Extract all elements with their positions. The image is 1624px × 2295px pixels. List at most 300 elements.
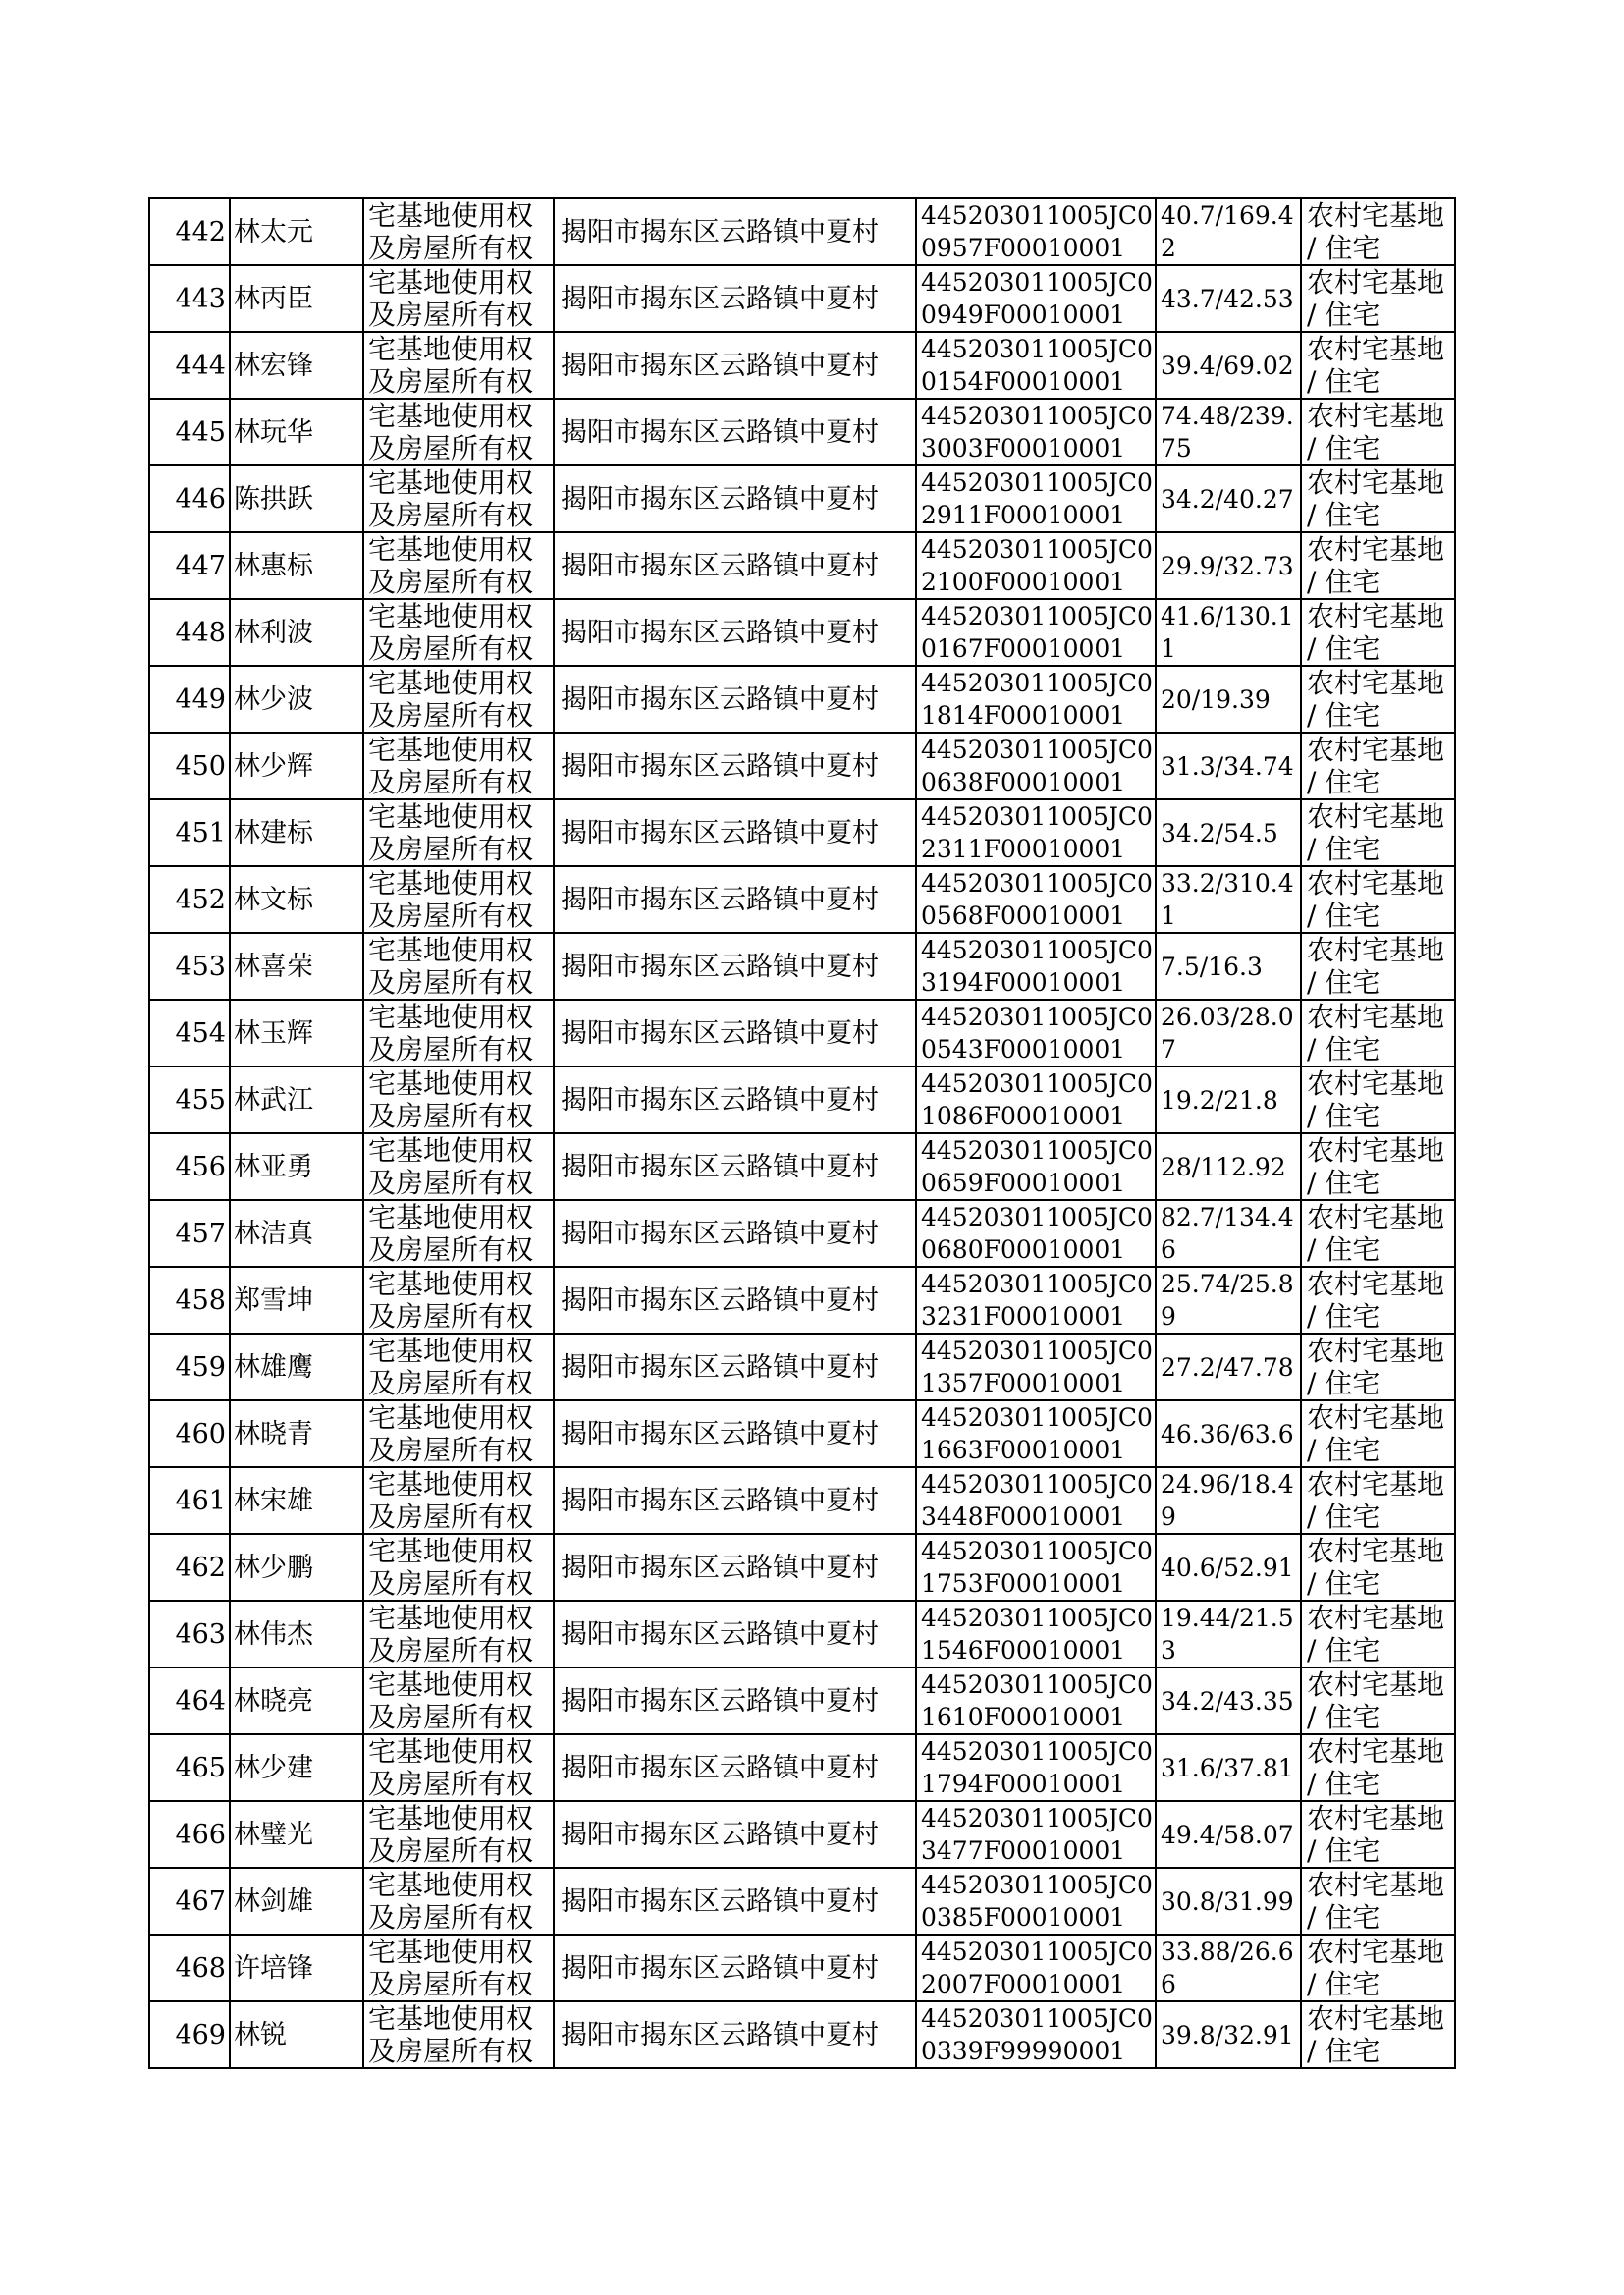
holder-name-text: 林太元 <box>234 216 313 247</box>
location-cell <box>554 1133 916 1200</box>
area-cell <box>1156 866 1301 933</box>
holder-name-text: 林宏锋 <box>234 350 313 381</box>
location-text: 揭阳市揭东区云路镇中夏村 <box>561 884 879 915</box>
location-cell <box>554 1534 916 1601</box>
area-cell <box>1156 599 1301 666</box>
land-use-text: 农村宅基地 / 住宅 <box>1307 867 1445 932</box>
location-text: 揭阳市揭东区云路镇中夏村 <box>561 617 879 648</box>
area-cell <box>1156 1601 1301 1667</box>
row-number-text: 452 <box>175 884 226 915</box>
land-use-text: 农村宅基地 / 住宅 <box>1307 333 1445 398</box>
holder-name-text: 陈拱跃 <box>234 483 313 515</box>
unit-code-text: 445203011005JC02100F00010001 <box>921 535 1153 596</box>
area-text: 39.8/32.91 <box>1161 2020 1294 2049</box>
row-number-cell <box>149 1734 230 1801</box>
location-text: 揭阳市揭东区云路镇中夏村 <box>561 1084 879 1116</box>
unit-code-cell <box>916 733 1156 799</box>
unit-code-text: 445203011005JC01546F00010001 <box>921 1604 1153 1665</box>
land-use-cell <box>1301 465 1455 532</box>
right-type-cell <box>363 465 554 532</box>
right-type-cell <box>363 1935 554 2001</box>
area-text: 19.44/21.53 <box>1161 1604 1294 1665</box>
right-type-text: 宅基地使用权及房屋所有权 <box>368 867 534 932</box>
holder-name-text: 林少建 <box>234 1752 313 1783</box>
land-use-cell <box>1301 2001 1455 2068</box>
unit-code-cell <box>916 933 1156 1000</box>
land-use-text: 农村宅基地 / 住宅 <box>1307 934 1445 999</box>
area-cell <box>1156 1133 1301 1200</box>
location-text: 揭阳市揭东区云路镇中夏村 <box>561 951 879 982</box>
unit-code-cell <box>916 799 1156 866</box>
land-use-cell <box>1301 399 1455 465</box>
holder-name-text: 林璧光 <box>234 1819 313 1850</box>
area-text: 34.2/43.35 <box>1161 1686 1294 1716</box>
row-number-cell <box>149 1000 230 1066</box>
area-cell <box>1156 1267 1301 1334</box>
land-use-text: 农村宅基地 / 住宅 <box>1307 1335 1445 1399</box>
location-cell <box>554 1801 916 1868</box>
right-type-cell <box>363 933 554 1000</box>
holder-name-text: 郑雪坤 <box>234 1284 313 1316</box>
table-body <box>149 198 1455 2068</box>
holder-name-text: 林惠标 <box>234 550 313 581</box>
unit-code-text: 445203011005JC02007F00010001 <box>921 1938 1153 1998</box>
unit-code-cell <box>916 1734 1156 1801</box>
row-number-cell <box>149 1467 230 1534</box>
land-use-text: 农村宅基地 / 住宅 <box>1307 266 1445 331</box>
unit-code-text: 445203011005JC00339F99990001 <box>921 2004 1153 2065</box>
right-type-cell <box>363 666 554 733</box>
location-cell <box>554 332 916 399</box>
unit-code-cell <box>916 1133 1156 1200</box>
land-use-cell <box>1301 332 1455 399</box>
unit-code-cell <box>916 332 1156 399</box>
unit-code-cell <box>916 1066 1156 1133</box>
unit-code-cell <box>916 1534 1156 1601</box>
holder-name-text: 林洁真 <box>234 1218 313 1249</box>
holder-name-text: 林少波 <box>234 683 313 715</box>
unit-code-cell <box>916 198 1156 265</box>
location-cell <box>554 1334 916 1400</box>
unit-code-text: 445203011005JC03477F00010001 <box>921 1804 1153 1865</box>
location-cell <box>554 1200 916 1267</box>
holder-name-text: 许培锋 <box>234 1952 313 1984</box>
unit-code-text: 445203011005JC01357F00010001 <box>921 1337 1153 1397</box>
right-type-text: 宅基地使用权及房屋所有权 <box>368 800 534 865</box>
holder-name-cell <box>230 1534 363 1601</box>
row-number-text: 456 <box>175 1151 226 1182</box>
holder-name-cell <box>230 1467 363 1534</box>
table-row <box>149 599 1455 666</box>
holder-name-text: 林喜荣 <box>234 951 313 982</box>
right-type-text: 宅基地使用权及房屋所有权 <box>368 1468 534 1533</box>
land-use-cell <box>1301 1601 1455 1667</box>
unit-code-text: 445203011005JC00949F00010001 <box>921 268 1153 329</box>
table-row <box>149 465 1455 532</box>
land-use-text: 农村宅基地 / 住宅 <box>1307 533 1445 598</box>
area-cell <box>1156 1868 1301 1935</box>
land-use-text: 农村宅基地 / 住宅 <box>1307 1802 1445 1867</box>
unit-code-cell <box>916 1601 1156 1667</box>
right-type-text: 宅基地使用权及房屋所有权 <box>368 1401 534 1466</box>
right-type-cell <box>363 799 554 866</box>
unit-code-cell <box>916 1935 1156 2001</box>
unit-code-cell <box>916 1267 1156 1334</box>
area-cell <box>1156 933 1301 1000</box>
area-text: 39.4/69.02 <box>1161 351 1294 380</box>
unit-code-text: 445203011005JC00957F00010001 <box>921 201 1153 262</box>
holder-name-cell <box>230 465 363 532</box>
table-row <box>149 1400 1455 1467</box>
land-use-text: 农村宅基地 / 住宅 <box>1307 1201 1445 1266</box>
right-type-cell <box>363 1400 554 1467</box>
land-use-cell <box>1301 1000 1455 1066</box>
right-type-cell <box>363 1000 554 1066</box>
row-number-text: 451 <box>175 817 226 848</box>
right-type-cell <box>363 399 554 465</box>
right-type-text: 宅基地使用权及房屋所有权 <box>368 600 534 665</box>
land-use-cell <box>1301 265 1455 332</box>
land-use-text: 农村宅基地 / 住宅 <box>1307 1001 1445 1066</box>
holder-name-cell <box>230 1601 363 1667</box>
row-number-cell <box>149 2001 230 2068</box>
land-use-text: 农村宅基地 / 住宅 <box>1307 1735 1445 1800</box>
location-text: 揭阳市揭东区云路镇中夏村 <box>561 1618 879 1650</box>
table-row <box>149 332 1455 399</box>
unit-code-cell <box>916 666 1156 733</box>
row-number-text: 469 <box>175 2019 226 2050</box>
unit-code-cell <box>916 1334 1156 1400</box>
right-type-text: 宅基地使用权及房屋所有权 <box>368 1134 534 1199</box>
location-cell <box>554 2001 916 2068</box>
area-text: 31.6/37.81 <box>1161 1753 1294 1782</box>
land-use-cell <box>1301 1267 1455 1334</box>
area-cell <box>1156 1667 1301 1734</box>
land-use-text: 农村宅基地 / 住宅 <box>1307 466 1445 531</box>
unit-code-cell <box>916 532 1156 599</box>
land-use-text: 农村宅基地 / 住宅 <box>1307 2002 1445 2067</box>
holder-name-cell <box>230 399 363 465</box>
area-text: 34.2/40.27 <box>1161 484 1294 514</box>
row-number-text: 460 <box>175 1418 226 1449</box>
right-type-text: 宅基地使用权及房屋所有权 <box>368 1001 534 1066</box>
land-use-cell <box>1301 1133 1455 1200</box>
holder-name-cell <box>230 866 363 933</box>
location-cell <box>554 1066 916 1133</box>
unit-code-text: 445203011005JC01794F00010001 <box>921 1737 1153 1798</box>
right-type-text: 宅基地使用权及房屋所有权 <box>368 1802 534 1867</box>
unit-code-cell <box>916 465 1156 532</box>
holder-name-cell <box>230 799 363 866</box>
area-text: 46.36/63.6 <box>1161 1419 1294 1448</box>
table-row <box>149 1601 1455 1667</box>
area-cell <box>1156 465 1301 532</box>
holder-name-cell <box>230 1400 363 1467</box>
holder-name-text: 林丙臣 <box>234 283 313 314</box>
unit-code-cell <box>916 1667 1156 1734</box>
row-number-text: 464 <box>175 1685 226 1717</box>
row-number-cell <box>149 399 230 465</box>
area-text: 74.48/239.75 <box>1161 402 1294 463</box>
area-cell <box>1156 1734 1301 1801</box>
table-row <box>149 666 1455 733</box>
holder-name-text: 林建标 <box>234 817 313 848</box>
holder-name-text: 林玩华 <box>234 416 313 448</box>
row-number-cell <box>149 933 230 1000</box>
holder-name-text: 林利波 <box>234 617 313 648</box>
right-type-cell <box>363 1868 554 1935</box>
holder-name-cell <box>230 1734 363 1801</box>
right-type-cell <box>363 599 554 666</box>
location-cell <box>554 666 916 733</box>
unit-code-text: 445203011005JC00543F00010001 <box>921 1003 1153 1064</box>
unit-code-text: 445203011005JC00167F00010001 <box>921 602 1153 663</box>
location-cell <box>554 399 916 465</box>
land-use-text: 农村宅基地 / 住宅 <box>1307 1468 1445 1533</box>
table-row <box>149 1868 1455 1935</box>
right-type-cell <box>363 1267 554 1334</box>
unit-code-text: 445203011005JC00385F00010001 <box>921 1871 1153 1932</box>
area-cell <box>1156 1066 1301 1133</box>
row-number-cell <box>149 599 230 666</box>
land-use-text: 农村宅基地 / 住宅 <box>1307 600 1445 665</box>
land-use-cell <box>1301 1868 1455 1935</box>
row-number-cell <box>149 1534 230 1601</box>
unit-code-cell <box>916 1467 1156 1534</box>
row-number-cell <box>149 1868 230 1935</box>
unit-code-text: 445203011005JC02911F00010001 <box>921 468 1153 529</box>
right-type-cell <box>363 1467 554 1534</box>
right-type-text: 宅基地使用权及房屋所有权 <box>368 2002 534 2067</box>
location-text: 揭阳市揭东区云路镇中夏村 <box>561 1685 879 1717</box>
area-text: 7.5/16.3 <box>1161 952 1263 981</box>
holder-name-cell <box>230 1667 363 1734</box>
location-cell <box>554 733 916 799</box>
area-text: 40.7/169.42 <box>1161 201 1294 262</box>
table-row <box>149 1734 1455 1801</box>
right-type-text: 宅基地使用权及房屋所有权 <box>368 466 534 531</box>
location-text: 揭阳市揭东区云路镇中夏村 <box>561 483 879 515</box>
land-use-text: 农村宅基地 / 住宅 <box>1307 1869 1445 1934</box>
location-text: 揭阳市揭东区云路镇中夏村 <box>561 216 879 247</box>
table-row <box>149 1667 1455 1734</box>
land-use-text: 农村宅基地 / 住宅 <box>1307 1602 1445 1667</box>
right-type-text: 宅基地使用权及房屋所有权 <box>368 1735 534 1800</box>
holder-name-cell <box>230 332 363 399</box>
row-number-text: 458 <box>175 1284 226 1316</box>
row-number-cell <box>149 1334 230 1400</box>
holder-name-cell <box>230 933 363 1000</box>
unit-code-text: 445203011005JC00659F00010001 <box>921 1136 1153 1197</box>
unit-code-text: 445203011005JC03003F00010001 <box>921 402 1153 463</box>
land-use-text: 农村宅基地 / 住宅 <box>1307 667 1445 732</box>
holder-name-text: 林文标 <box>234 884 313 915</box>
holder-name-text: 林晓青 <box>234 1418 313 1449</box>
area-cell <box>1156 265 1301 332</box>
row-number-text: 462 <box>175 1552 226 1583</box>
land-use-text: 农村宅基地 / 住宅 <box>1307 1401 1445 1466</box>
holder-name-cell <box>230 532 363 599</box>
area-cell <box>1156 532 1301 599</box>
row-number-cell <box>149 866 230 933</box>
holder-name-cell <box>230 1200 363 1267</box>
holder-name-cell <box>230 1267 363 1334</box>
area-cell <box>1156 733 1301 799</box>
location-text: 揭阳市揭东区云路镇中夏村 <box>561 1552 879 1583</box>
holder-name-cell <box>230 1801 363 1868</box>
holder-name-text: 林少鹏 <box>234 1552 313 1583</box>
unit-code-cell <box>916 265 1156 332</box>
right-type-text: 宅基地使用权及房屋所有权 <box>368 400 534 464</box>
unit-code-text: 445203011005JC01610F00010001 <box>921 1670 1153 1731</box>
right-type-text: 宅基地使用权及房屋所有权 <box>368 734 534 798</box>
land-use-text: 农村宅基地 / 住宅 <box>1307 1668 1445 1733</box>
location-text: 揭阳市揭东区云路镇中夏村 <box>561 550 879 581</box>
table-row <box>149 733 1455 799</box>
area-text: 27.2/47.78 <box>1161 1352 1294 1382</box>
land-use-cell <box>1301 866 1455 933</box>
land-use-text: 农村宅基地 / 住宅 <box>1307 1134 1445 1199</box>
location-text: 揭阳市揭东区云路镇中夏村 <box>561 1351 879 1383</box>
table-row <box>149 1267 1455 1334</box>
location-cell <box>554 1467 916 1534</box>
location-text: 揭阳市揭东区云路镇中夏村 <box>561 1017 879 1049</box>
unit-code-text: 445203011005JC00568F00010001 <box>921 869 1153 930</box>
holder-name-cell <box>230 599 363 666</box>
holder-name-text: 林玉辉 <box>234 1017 313 1049</box>
right-type-cell <box>363 866 554 933</box>
holder-name-text: 林伟杰 <box>234 1618 313 1650</box>
holder-name-text: 林锐 <box>234 2019 287 2050</box>
unit-code-cell <box>916 1868 1156 1935</box>
holder-name-cell <box>230 666 363 733</box>
property-rights-table <box>148 197 1456 2069</box>
land-use-cell <box>1301 1801 1455 1868</box>
right-type-text: 宅基地使用权及房屋所有权 <box>368 1535 534 1600</box>
area-text: 41.6/130.11 <box>1161 602 1294 663</box>
table-row <box>149 265 1455 332</box>
row-number-cell <box>149 1801 230 1868</box>
table-row <box>149 1534 1455 1601</box>
holder-name-cell <box>230 1935 363 2001</box>
right-type-text: 宅基地使用权及房屋所有权 <box>368 1602 534 1667</box>
unit-code-text: 445203011005JC03194F00010001 <box>921 936 1153 997</box>
location-cell <box>554 532 916 599</box>
unit-code-text: 445203011005JC00680F00010001 <box>921 1203 1153 1264</box>
right-type-text: 宅基地使用权及房屋所有权 <box>368 1869 534 1934</box>
land-use-cell <box>1301 1734 1455 1801</box>
location-cell <box>554 933 916 1000</box>
land-use-cell <box>1301 1667 1455 1734</box>
right-type-text: 宅基地使用权及房屋所有权 <box>368 1067 534 1132</box>
location-cell <box>554 799 916 866</box>
location-cell <box>554 599 916 666</box>
row-number-text: 465 <box>175 1752 226 1783</box>
table-row <box>149 1200 1455 1267</box>
right-type-text: 宅基地使用权及房屋所有权 <box>368 1936 534 2000</box>
row-number-cell <box>149 1935 230 2001</box>
location-cell <box>554 1935 916 2001</box>
row-number-text: 461 <box>175 1485 226 1516</box>
table-row <box>149 399 1455 465</box>
location-text: 揭阳市揭东区云路镇中夏村 <box>561 1485 879 1516</box>
area-cell <box>1156 666 1301 733</box>
row-number-cell <box>149 1200 230 1267</box>
table-row <box>149 532 1455 599</box>
area-cell <box>1156 198 1301 265</box>
location-cell <box>554 1734 916 1801</box>
row-number-cell <box>149 532 230 599</box>
row-number-text: 457 <box>175 1218 226 1249</box>
holder-name-cell <box>230 265 363 332</box>
unit-code-cell <box>916 866 1156 933</box>
unit-code-cell <box>916 1200 1156 1267</box>
right-type-cell <box>363 1734 554 1801</box>
area-text: 33.2/310.41 <box>1161 869 1294 930</box>
row-number-text: 446 <box>175 483 226 515</box>
area-text: 29.9/32.73 <box>1161 551 1294 580</box>
table-row <box>149 866 1455 933</box>
table-row <box>149 1801 1455 1868</box>
table-row <box>149 933 1455 1000</box>
land-use-text: 农村宅基地 / 住宅 <box>1307 800 1445 865</box>
land-use-cell <box>1301 733 1455 799</box>
row-number-cell <box>149 265 230 332</box>
unit-code-text: 445203011005JC02311F00010001 <box>921 802 1153 863</box>
unit-code-text: 445203011005JC01753F00010001 <box>921 1537 1153 1598</box>
area-cell <box>1156 1801 1301 1868</box>
row-number-text: 450 <box>175 750 226 782</box>
land-use-cell <box>1301 799 1455 866</box>
row-number-cell <box>149 1267 230 1334</box>
location-text: 揭阳市揭东区云路镇中夏村 <box>561 1218 879 1249</box>
right-type-text: 宅基地使用权及房屋所有权 <box>368 1335 534 1399</box>
table-row <box>149 1935 1455 2001</box>
area-text: 82.7/134.46 <box>1161 1203 1294 1264</box>
location-text: 揭阳市揭东区云路镇中夏村 <box>561 750 879 782</box>
right-type-text: 宅基地使用权及房屋所有权 <box>368 1201 534 1266</box>
location-cell <box>554 1601 916 1667</box>
area-cell <box>1156 2001 1301 2068</box>
area-text: 25.74/25.89 <box>1161 1270 1294 1331</box>
right-type-cell <box>363 265 554 332</box>
holder-name-text: 林亚勇 <box>234 1151 313 1182</box>
land-use-cell <box>1301 1200 1455 1267</box>
right-type-text: 宅基地使用权及房屋所有权 <box>368 1268 534 1333</box>
unit-code-text: 445203011005JC00154F00010001 <box>921 335 1153 396</box>
table-row <box>149 1334 1455 1400</box>
unit-code-cell <box>916 399 1156 465</box>
holder-name-text: 林雄鹰 <box>234 1351 313 1383</box>
land-use-text: 农村宅基地 / 住宅 <box>1307 1535 1445 1600</box>
row-number-cell <box>149 465 230 532</box>
land-use-text: 农村宅基地 / 住宅 <box>1307 734 1445 798</box>
right-type-cell <box>363 332 554 399</box>
right-type-text: 宅基地使用权及房屋所有权 <box>368 667 534 732</box>
unit-code-text: 445203011005JC03448F00010001 <box>921 1470 1153 1531</box>
row-number-text: 455 <box>175 1084 226 1116</box>
row-number-cell <box>149 1133 230 1200</box>
location-cell <box>554 198 916 265</box>
land-use-cell <box>1301 1066 1455 1133</box>
table-row <box>149 799 1455 866</box>
row-number-text: 467 <box>175 1885 226 1917</box>
right-type-text: 宅基地使用权及房屋所有权 <box>368 1668 534 1733</box>
row-number-cell <box>149 1601 230 1667</box>
holder-name-text: 林少辉 <box>234 750 313 782</box>
right-type-cell <box>363 198 554 265</box>
unit-code-cell <box>916 1801 1156 1868</box>
